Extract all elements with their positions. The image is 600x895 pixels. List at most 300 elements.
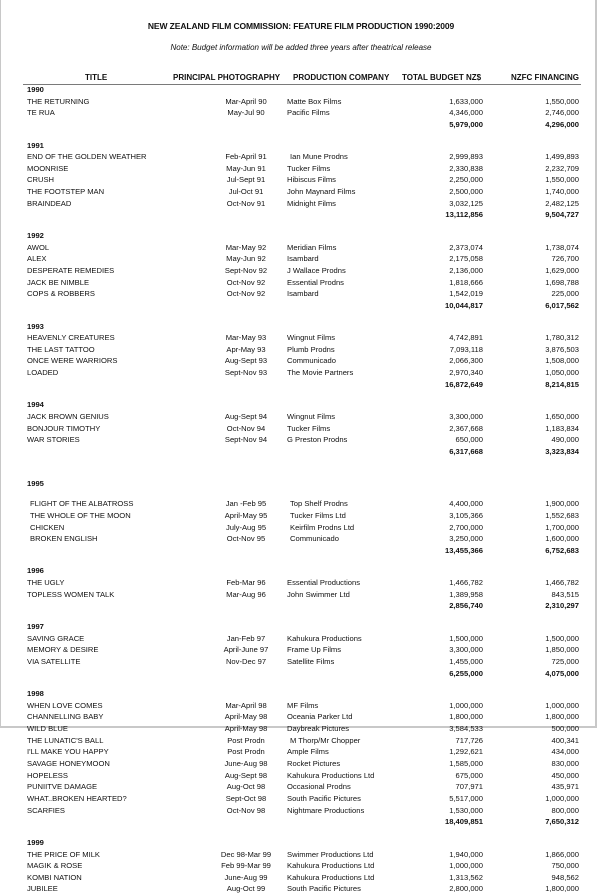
principal-photography: Mar-May 92	[225, 242, 267, 252]
film-title: HOPELESS	[27, 770, 68, 780]
total-budget: 3,250,000	[449, 534, 483, 544]
principal-photography: Feb 99-Mar 99	[221, 861, 271, 871]
total-budget: 1,530,000	[449, 805, 483, 815]
year-total-row	[1, 379, 600, 391]
year-total-row	[1, 119, 600, 131]
production-company: Essential Productions	[287, 578, 361, 588]
table-row	[1, 770, 600, 782]
year-total-financing: 6,017,562	[545, 300, 579, 310]
production-company: Meridian Films	[287, 242, 337, 252]
film-title: MEMORY & DESIRE	[27, 645, 99, 655]
table-row	[1, 355, 600, 367]
total-budget: 1,500,000	[449, 633, 483, 643]
table-row	[1, 253, 600, 265]
section-gap	[1, 679, 600, 688]
nzfc-financing: 1,600,000	[545, 534, 579, 544]
year-total-financing: 9,504,727	[545, 210, 579, 220]
year-total-row	[1, 300, 600, 312]
nzfc-financing: 434,000	[551, 747, 579, 757]
year-total-row	[1, 816, 600, 828]
nzfc-financing: 1,183,834	[545, 423, 579, 433]
section-gap	[1, 458, 600, 478]
production-company: Tucker Films	[287, 163, 331, 173]
production-company: Top Shelf Prodns	[290, 499, 348, 509]
nzfc-financing: 450,000	[551, 770, 579, 780]
film-title: COPS & ROBBERS	[27, 289, 95, 299]
section-gap	[1, 390, 600, 399]
table-row	[1, 332, 600, 344]
total-budget: 1,389,958	[449, 589, 483, 599]
year-total-budget: 18,409,851	[444, 817, 483, 827]
year-heading: 1991	[27, 140, 44, 150]
production-company: Hibiscus Films	[287, 175, 336, 185]
principal-photography: April-May 98	[224, 724, 268, 734]
principal-photography: Jul-Oct 91	[228, 187, 264, 197]
total-budget: 3,300,000	[449, 412, 483, 422]
section-gap	[1, 828, 600, 837]
film-title: SAVING GRACE	[27, 633, 85, 643]
principal-photography: Aug-Sept 93	[224, 356, 268, 366]
year-heading: 1993	[27, 321, 44, 331]
production-company: Ample Films	[287, 747, 329, 757]
production-company: South Pacific Pictures	[287, 793, 361, 803]
principal-photography: Oct-Nov 91	[226, 198, 266, 208]
film-title: I'LL MAKE YOU HAPPY	[27, 747, 109, 757]
production-company: Kahukura Productions Ltd	[287, 770, 375, 780]
year-total-financing: 3,323,834	[545, 446, 579, 456]
total-budget: 650,000	[455, 435, 483, 445]
table-row	[1, 498, 600, 510]
year-heading: 1992	[27, 231, 44, 241]
film-title: JACK BE NIMBLE	[27, 277, 90, 287]
film-title: CHICKEN	[30, 522, 65, 532]
total-budget: 2,970,340	[449, 368, 483, 378]
column-header-title: TITLE	[85, 73, 108, 82]
principal-photography: Oct-Nov 92	[226, 277, 266, 287]
table-row	[1, 700, 600, 712]
principal-photography: Aug-Oct 98	[226, 782, 266, 792]
production-company: Nightmare Productions	[287, 805, 365, 815]
principal-photography: May-Jun 91	[226, 163, 266, 173]
production-company: Communicado	[290, 534, 339, 544]
principal-photography: Jan -Feb 95	[225, 499, 267, 509]
table-row	[1, 510, 600, 522]
total-budget: 2,999,893	[449, 152, 483, 162]
year-total-budget: 2,856,740	[449, 601, 483, 611]
production-company: Isambard	[287, 289, 319, 299]
production-company: Plumb Prodns	[287, 344, 335, 354]
film-title: KOMBI NATION	[27, 872, 82, 882]
total-budget: 2,175,058	[449, 254, 483, 264]
total-budget: 1,000,000	[449, 700, 483, 710]
table-row	[1, 533, 600, 545]
principal-photography: April-May 98	[224, 712, 268, 722]
film-title: CHANNELLING BABY	[27, 712, 104, 722]
total-budget: 3,584,533	[449, 724, 483, 734]
year-total-row	[1, 446, 600, 458]
film-title: JUBILEE	[27, 884, 58, 894]
column-header-total-budget: TOTAL BUDGET NZ$	[402, 73, 482, 82]
nzfc-financing: 1,700,000	[545, 522, 579, 532]
film-title: AWOL	[27, 242, 50, 252]
production-company: Pacific Films	[287, 108, 330, 118]
production-company: M Thorp/Mr Chopper	[290, 735, 361, 745]
film-title: THE FOOTSTEP MAN	[27, 187, 105, 197]
production-company: South Pacific Pictures	[287, 884, 361, 894]
principal-photography: Feb-Mar 96	[226, 578, 266, 588]
year-total-budget: 10,044,817	[444, 300, 483, 310]
table-row	[1, 577, 600, 589]
film-title: SCARFIES	[27, 805, 65, 815]
table-row	[1, 288, 600, 300]
production-company: Tucker Films	[287, 423, 331, 433]
year-total-financing: 4,075,000	[545, 668, 579, 678]
year-total-row	[1, 209, 600, 221]
column-header-principal-photography: PRINCIPAL PHOTOGRAPHY	[173, 73, 281, 82]
year-total-financing: 2,310,297	[545, 601, 579, 611]
nzfc-financing: 1,800,000	[545, 712, 579, 722]
production-company: Oceania Parker Ltd	[287, 712, 353, 722]
table-row	[1, 633, 600, 645]
principal-photography: Nov-Dec 97	[225, 656, 267, 666]
nzfc-financing: 1,000,000	[545, 700, 579, 710]
principal-photography: June-Aug 99	[224, 872, 268, 882]
total-budget: 5,517,000	[449, 793, 483, 803]
principal-photography: Aug-Sept 94	[224, 412, 268, 422]
total-budget: 1,818,666	[449, 277, 483, 287]
table-row	[1, 758, 600, 770]
principal-photography: Mar-May 93	[225, 333, 267, 343]
table-row	[1, 711, 600, 723]
nzfc-financing: 830,000	[551, 759, 579, 769]
section-gap	[1, 489, 600, 498]
production-company: Isambard	[287, 254, 319, 264]
production-company: Communicado	[287, 356, 336, 366]
total-budget: 1,542,019	[449, 289, 483, 299]
table-row	[1, 186, 600, 198]
principal-photography: May-Jul 90	[227, 108, 265, 118]
year-total-financing: 6,752,683	[545, 545, 579, 555]
nzfc-financing: 500,000	[551, 724, 579, 734]
year-heading: 1997	[27, 621, 44, 631]
production-company: Midnight Films	[287, 198, 336, 208]
principal-photography: June-Aug 98	[224, 759, 268, 769]
nzfc-financing: 1,698,788	[545, 277, 579, 287]
production-company: Satellite Films	[287, 656, 335, 666]
year-total-budget: 13,112,856	[445, 210, 483, 220]
production-company: G Preston Prodns	[287, 435, 348, 445]
principal-photography: Oct-Nov 94	[226, 423, 266, 433]
total-budget: 4,346,000	[449, 108, 483, 118]
film-title: JACK BROWN GENIUS	[27, 412, 109, 422]
section-gap	[1, 312, 600, 321]
film-title: WILD BLUE	[27, 724, 68, 734]
table-row	[1, 656, 600, 668]
nzfc-financing: 1,050,000	[545, 368, 579, 378]
table-row	[1, 242, 600, 254]
total-budget: 2,066,300	[449, 356, 483, 366]
production-company: J Wallace Prodns	[287, 265, 346, 275]
column-header-nzfc-financing: NZFC FINANCING	[511, 73, 579, 82]
film-title: VIA SATELLITE	[27, 656, 81, 666]
table-row	[1, 883, 600, 895]
year-total-budget: 6,255,000	[449, 668, 483, 678]
principal-photography: Post Prodn	[227, 735, 265, 745]
principal-photography: Sept-Nov 92	[224, 265, 268, 275]
year-heading: 1998	[27, 689, 44, 699]
nzfc-financing: 1,552,683	[545, 510, 579, 520]
nzfc-financing: 726,700	[551, 254, 579, 264]
nzfc-financing: 1,499,893	[545, 152, 579, 162]
production-company: Wingnut Films	[287, 333, 336, 343]
principal-photography: Mar-April 98	[225, 700, 267, 710]
nzfc-financing: 1,629,000	[545, 265, 579, 275]
total-budget: 675,000	[455, 770, 483, 780]
production-company: Kahukura Productions	[287, 633, 362, 643]
film-title: BONJOUR TIMOTHY	[27, 423, 101, 433]
film-title: HEAVENLY CREATURES	[27, 333, 115, 343]
document-note: Note: Budget information will be added three years after theatrical release	[170, 43, 432, 52]
production-company: MF Films	[287, 700, 319, 710]
nzfc-financing: 2,482,125	[545, 198, 579, 208]
table-row	[1, 781, 600, 793]
total-budget: 1,800,000	[449, 712, 483, 722]
principal-photography: Mar-Aug 96	[226, 589, 266, 599]
nzfc-financing: 1,740,000	[545, 187, 579, 197]
principal-photography: Oct-Nov 92	[226, 289, 266, 299]
table-row	[1, 860, 600, 872]
total-budget: 3,032,125	[449, 198, 483, 208]
table-row	[1, 107, 600, 119]
principal-photography: Aug-Oct 99	[226, 884, 266, 894]
principal-photography: Dec 98-Mar 99	[220, 849, 272, 859]
production-company: Frame Up Films	[287, 645, 342, 655]
year-total-budget: 5,979,000	[449, 119, 483, 129]
film-title: DESPERATE REMEDIES	[27, 265, 115, 275]
production-company: John Maynard Films	[287, 187, 356, 197]
principal-photography: Sept-Nov 94	[224, 435, 268, 445]
document-title: NEW ZEALAND FILM COMMISSION: FEATURE FILM PRODUCTION 1990:2009	[147, 21, 455, 31]
film-title: THE LUNATIC'S BALL	[27, 735, 104, 745]
total-budget: 2,800,000	[449, 884, 483, 894]
total-budget: 3,105,366	[449, 510, 483, 520]
year-total-row	[1, 545, 600, 557]
nzfc-financing: 2,746,000	[545, 108, 579, 118]
principal-photography: Feb-April 91	[225, 152, 267, 162]
nzfc-financing: 435,971	[551, 782, 579, 792]
principal-photography: Aug-Sept 98	[224, 770, 268, 780]
film-title: BROKEN ENGLISH	[30, 534, 98, 544]
table-row	[1, 163, 600, 175]
principal-photography: Jul-Sept 91	[226, 175, 266, 185]
table-row	[1, 746, 600, 758]
table-row	[1, 96, 600, 108]
nzfc-financing: 3,876,503	[545, 344, 579, 354]
nzfc-financing: 1,000,000	[545, 793, 579, 803]
total-budget: 2,367,668	[449, 423, 483, 433]
total-budget: 1,633,000	[449, 96, 483, 106]
table-row	[1, 434, 600, 446]
principal-photography: Sept-Oct 98	[225, 793, 267, 803]
column-header-production-company: PRODUCTION COMPANY	[293, 73, 390, 82]
year-total-row	[1, 668, 600, 680]
film-title: ONCE WERE WARRIORS	[27, 356, 118, 366]
year-total-budget: 13,455,366	[444, 545, 483, 555]
principal-photography: Jan-Feb 97	[226, 633, 266, 643]
nzfc-financing: 1,500,000	[545, 633, 579, 643]
film-title: ALEX	[27, 254, 47, 264]
nzfc-financing: 2,232,709	[545, 163, 579, 173]
table-row	[1, 644, 600, 656]
nzfc-financing: 1,550,000	[545, 175, 579, 185]
film-title: WHAT..BROKEN HEARTED?	[27, 793, 127, 803]
year-total-financing: 7,650,312	[545, 817, 579, 827]
total-budget: 1,940,000	[449, 849, 483, 859]
production-company: Tucker Films Ltd	[290, 510, 346, 520]
total-budget: 3,300,000	[449, 645, 483, 655]
year-heading: 1990	[27, 85, 44, 94]
nzfc-financing: 490,000	[551, 435, 579, 445]
film-title: THE WHOLE OF THE MOON	[30, 510, 131, 520]
production-company: Keirfilm Prodns Ltd	[290, 522, 355, 532]
total-budget: 1,292,621	[449, 747, 483, 757]
film-title: MOONRISE	[27, 163, 69, 173]
section-gap	[1, 221, 600, 230]
year-heading: 1995	[27, 478, 44, 488]
film-title: WAR STORIES	[27, 435, 80, 445]
film-title: THE LAST TATTOO	[27, 344, 95, 354]
nzfc-financing: 800,000	[551, 805, 579, 815]
nzfc-financing: 400,341	[551, 735, 579, 745]
production-company: Essential Prodns	[287, 277, 344, 287]
nzfc-financing: 1,550,000	[545, 96, 579, 106]
production-company: Kahukura Productions Ltd	[287, 861, 375, 871]
production-company: The Movie Partners	[287, 368, 354, 378]
principal-photography: Apr-May 93	[226, 344, 266, 354]
nzfc-financing: 1,866,000	[545, 849, 579, 859]
film-title: SAVAGE HONEYMOON	[27, 759, 110, 769]
nzfc-financing: 1,650,000	[545, 412, 579, 422]
production-company: Matte Box Films	[287, 96, 342, 106]
film-title: BRAINDEAD	[27, 198, 72, 208]
film-title: THE UGLY	[27, 578, 65, 588]
total-budget: 1,466,782	[449, 578, 483, 588]
nzfc-financing: 750,000	[551, 861, 579, 871]
year-total-budget: 16,872,649	[444, 379, 483, 389]
total-budget: 1,455,000	[449, 656, 483, 666]
nzfc-financing: 1,800,000	[545, 884, 579, 894]
year-heading: 1999	[27, 837, 44, 847]
film-title: THE PRICE OF MILK	[27, 849, 100, 859]
production-company: Daybreak Pictures	[287, 724, 350, 734]
principal-photography: April-June 97	[223, 645, 269, 655]
year-total-row	[1, 600, 600, 612]
table-row	[1, 589, 600, 601]
film-title: WHEN LOVE COMES	[27, 700, 103, 710]
year-total-financing: 8,214,815	[545, 379, 579, 389]
year-total-budget: 6,317,668	[449, 446, 483, 456]
section-gap	[1, 612, 600, 621]
production-company: Occasional Prodns	[287, 782, 351, 792]
nzfc-financing: 725,000	[551, 656, 579, 666]
nzfc-financing: 1,508,000	[545, 356, 579, 366]
production-company: Rocket Pictures	[287, 759, 341, 769]
nzfc-financing: 1,780,312	[545, 333, 579, 343]
table-row	[1, 723, 600, 735]
production-company: John Swimmer Ltd	[287, 589, 350, 599]
principal-photography: July-Aug 95	[225, 522, 267, 532]
nzfc-financing: 1,738,074	[545, 242, 579, 252]
section-gap	[1, 131, 600, 140]
total-budget: 2,500,000	[449, 187, 483, 197]
table-row	[1, 151, 600, 163]
total-budget: 2,373,074	[449, 242, 483, 252]
production-company: Wingnut Films	[287, 412, 336, 422]
total-budget: 2,250,000	[449, 175, 483, 185]
table-row	[1, 174, 600, 186]
film-title: MAGIK & ROSE	[27, 861, 83, 871]
production-company: Ian Mune Prodns	[290, 152, 348, 162]
table-row	[1, 344, 600, 356]
film-title: FLIGHT OF THE ALBATROSS	[30, 499, 134, 509]
total-budget: 7,093,118	[449, 344, 483, 354]
principal-photography: Post Prodn	[227, 747, 265, 757]
film-table	[1, 84, 600, 895]
nzfc-financing: 843,515	[551, 589, 579, 599]
total-budget: 2,330,838	[449, 163, 483, 173]
year-heading: 1994	[27, 400, 44, 410]
principal-photography: Oct-Nov 95	[226, 534, 266, 544]
principal-photography: April-May 95	[224, 510, 268, 520]
table-row	[1, 872, 600, 884]
table-row	[1, 423, 600, 435]
table-row	[1, 805, 600, 817]
table-row	[1, 735, 600, 747]
film-title: TOPLESS WOMEN TALK	[27, 589, 115, 599]
production-company: Swimmer Productions Ltd	[287, 849, 374, 859]
year-heading: 1996	[27, 566, 44, 576]
table-row	[1, 265, 600, 277]
film-title: CRUSH	[27, 175, 55, 185]
film-title: END OF THE GOLDEN WEATHER	[27, 152, 147, 162]
total-budget: 1,000,000	[449, 861, 483, 871]
table-row	[1, 198, 600, 210]
total-budget: 717,726	[455, 735, 483, 745]
table-row	[1, 793, 600, 805]
nzfc-financing: 1,850,000	[545, 645, 579, 655]
table-row	[1, 277, 600, 289]
principal-photography: Oct-Nov 98	[226, 805, 266, 815]
film-title: THE RETURNING	[27, 96, 90, 106]
film-title: TE RUA	[27, 108, 55, 118]
section-gap	[1, 556, 600, 565]
year-total-financing: 4,296,000	[545, 119, 579, 129]
principal-photography: Sept-Nov 93	[224, 368, 268, 378]
total-budget: 2,700,000	[449, 522, 483, 532]
nzfc-financing: 1,466,782	[545, 578, 579, 588]
nzfc-financing: 948,562	[551, 872, 579, 882]
total-budget: 4,400,000	[449, 499, 483, 509]
nzfc-financing: 1,900,000	[545, 499, 579, 509]
nzfc-financing: 225,000	[551, 289, 579, 299]
total-budget: 707,971	[455, 782, 483, 792]
table-row	[1, 411, 600, 423]
production-company: Kahukura Productions Ltd	[287, 872, 375, 882]
total-budget: 1,585,000	[449, 759, 483, 769]
total-budget: 1,313,562	[449, 872, 483, 882]
total-budget: 2,136,000	[449, 265, 483, 275]
total-budget: 4,742,891	[449, 333, 483, 343]
